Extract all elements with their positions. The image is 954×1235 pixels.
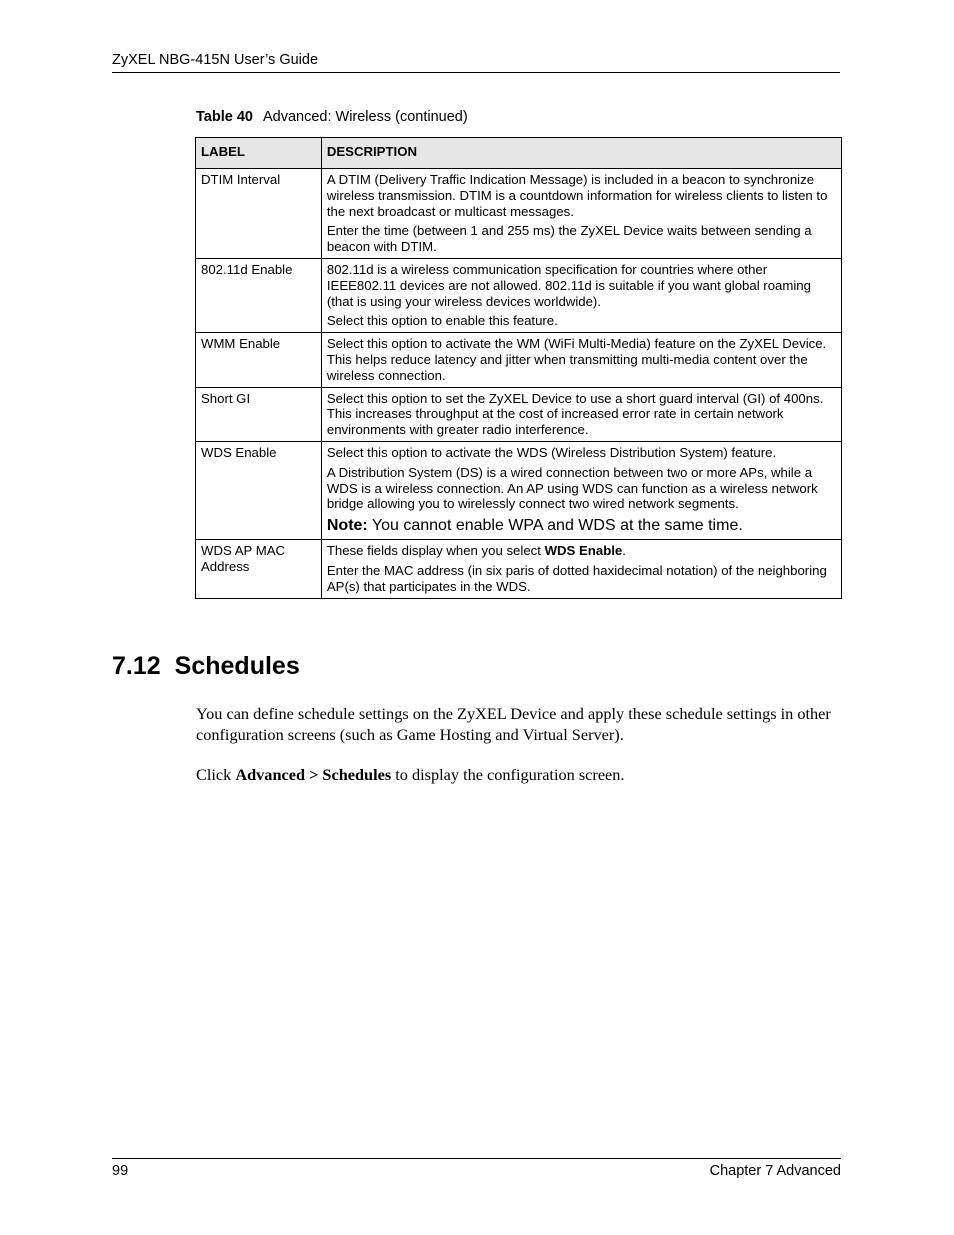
text-run: to display the configuration screen.: [391, 765, 625, 784]
row-label: Short GI: [196, 387, 322, 441]
description-paragraph: A Distribution System (DS) is a wired connection between two or more APs, while a WDS is a wireless connection. An AP using WDS can function as a wireless network bridge allowing you to wirelessly connect two wired network segments.: [326, 464, 818, 512]
description-paragraph: Enter the time (between 1 and 255 ms) the ZyXEL Device waits between sending a beacon with DTIM.: [326, 223, 812, 255]
running-footer: [112, 1158, 841, 1181]
note-text: You cannot enable WPA and WDS at the same time.: [371, 517, 743, 535]
table-row: [196, 333, 842, 387]
section-heading: [112, 650, 300, 682]
chapter-title: Chapter 7 Advanced: [709, 1163, 841, 1179]
body-paragraph: [196, 764, 836, 785]
row-description: [321, 441, 841, 539]
description-paragraph: [327, 543, 837, 559]
row-label: 802.11d Enable: [196, 258, 322, 332]
description-paragraph: 802.11d is a wireless communication specification for countries where other IEEE802.11 devices are not allowed. 802.11d is suitable if you want global roaming (that is using your wireless devices worldwide).: [326, 261, 811, 309]
wireless-settings-table: [195, 137, 842, 599]
description-paragraph: Select this option to set the ZyXEL Device to use a short guard interval (GI) of 400ns. This increases throughput at the cost of increased error rate in certain network environments with greater radio interference.: [326, 390, 824, 438]
description-paragraph: Select this option to enable this feature.: [326, 313, 558, 329]
column-header-description: DESCRIPTION: [321, 138, 841, 169]
row-label: DTIM Interval: [196, 169, 322, 259]
row-description: [321, 387, 841, 441]
row-description: [321, 169, 841, 259]
row-label: WDS AP MAC Address: [196, 540, 322, 598]
page-number: 99: [112, 1163, 129, 1179]
row-label: WMM Enable: [196, 333, 322, 387]
body-paragraph: You can define schedule settings on the ZyXEL Device and apply these schedule settings in other configuration screens (such as Game Hosting and Virtual Server).: [196, 704, 831, 744]
row-description: [321, 333, 841, 387]
table-header-row: [196, 138, 842, 169]
menu-path: Advanced > Schedules: [235, 765, 392, 784]
description-paragraph: Select this option to activate the WDS (Wireless Distribution System) feature.: [326, 444, 777, 460]
description-paragraph: Select this option to activate the WM (WiFi Multi-Media) feature on the ZyXEL Device. This helps reduce latency and jitter when transmitting multi-media content over the wireless connection.: [326, 336, 827, 383]
table-row: [196, 258, 842, 332]
column-header-label: LABEL: [196, 138, 322, 169]
table-row: [196, 540, 842, 598]
description-paragraph: A DTIM (Delivery Traffic Indication Message) is included in a beacon to synchronize wireless transmission. DTIM is a countdown information for wireless clients to listen to the next broadcast or multicast messages.: [326, 172, 828, 219]
section-title: Schedules: [174, 652, 300, 680]
table-row: [196, 169, 842, 259]
text-run: .: [622, 543, 626, 559]
section-number: 7.12: [112, 652, 161, 680]
guide-title: ZyXEL NBG-415N User’s Guide: [112, 52, 319, 68]
text-run: These fields display when you select: [326, 543, 545, 559]
table-number: Table 40: [196, 109, 253, 125]
description-paragraph: Enter the MAC address (in six paris of dotted haxidecimal notation) of the neighboring AP(s) that participates in the WDS.: [326, 562, 827, 594]
running-header: [112, 50, 840, 73]
note-label: Note:: [326, 517, 368, 535]
row-label: WDS Enable: [196, 441, 322, 539]
table-caption: [196, 107, 468, 127]
row-description: [321, 540, 841, 598]
row-description: [321, 258, 841, 332]
table-row: [196, 387, 842, 441]
bold-term: WDS Enable: [544, 543, 623, 559]
table-title: Advanced: Wireless (continued): [262, 109, 468, 125]
table-row: [196, 441, 842, 539]
text-run: Click: [196, 765, 236, 784]
note: [327, 516, 837, 536]
